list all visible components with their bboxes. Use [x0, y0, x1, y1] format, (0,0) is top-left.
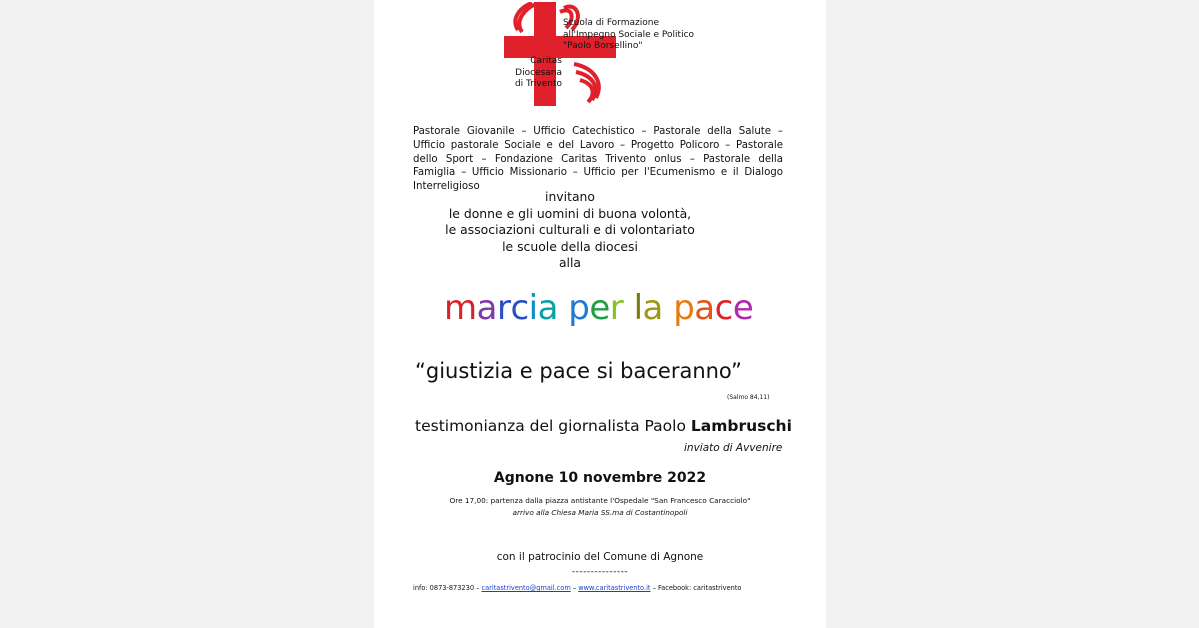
title-space [663, 286, 673, 330]
title-word [568, 286, 623, 330]
journalist-name: Lambruschi [690, 417, 792, 435]
title-letter: r [609, 288, 624, 328]
logo-caritas-text [498, 56, 562, 91]
title-letter: a [537, 288, 558, 328]
logo-caritas-line: Diocesana [515, 67, 562, 78]
title-letter: l [633, 288, 643, 328]
organizers-paragraph: Pastorale Giovanile – Ufficio Catechistico – Pastorale della Salute – Ufficio pastorale Sociale e del Lavoro – Progetto Policoro – Pastorale dello Sport – Fondazione Caritas Trivento onlus – Pastorale della Famiglia – Ufficio Missionario – Ufficio per l'Ecumenismo e il Dialogo Interreligioso [413, 126, 783, 193]
invite-block [440, 189, 700, 272]
event-quote: “giustizia e pace si baceranno” [415, 359, 742, 383]
title-letter: m [444, 288, 477, 328]
logo-caritas-line: Caritas [530, 56, 562, 66]
divider-dashes: --------------- [571, 567, 629, 577]
footer-sep: – [570, 584, 579, 592]
event-date: Agnone 10 novembre 2022 [493, 470, 707, 486]
footer-info [413, 584, 741, 592]
invite-line: le associazioni culturali e di volontariato [445, 222, 695, 237]
invite-line: invitano [545, 189, 595, 204]
email-link[interactable]: caritastrivento@gmail.com [481, 584, 571, 592]
title-letter: e [589, 288, 610, 328]
logo-school-line: "Paolo Borsellino" [563, 41, 643, 51]
footer-phone: info: 0873-873230 – [413, 584, 482, 592]
title-letter: c [714, 288, 733, 328]
logo-caritas-line: di Trivento [514, 79, 562, 89]
logo-school-text [563, 18, 694, 53]
title-letter: e [732, 288, 754, 328]
title-letter: a [642, 288, 663, 328]
title-word [634, 286, 663, 330]
patronage-text: con il patrocinio del Comune di Agnone [496, 551, 704, 563]
testimony-line [415, 415, 792, 437]
inviato-note: inviato di Avvenire [684, 442, 783, 454]
schedule-line: Ore 17,00: partenza dalla piazza antistante l'Ospedale "San Francesco Caracciolo" [449, 496, 751, 505]
testimony-prefix: testimonianza del giornalista Paolo [415, 417, 691, 435]
title-letter: c [510, 288, 529, 328]
title-letter: p [673, 288, 695, 328]
logo-school-line: all'Impegno Sociale e Politico [563, 29, 695, 40]
quote-source: (Salmo 84,11) [727, 394, 770, 401]
title-space [623, 286, 633, 330]
title-letter: p [568, 288, 590, 328]
footer-facebook: – Facebook: caritastrivento [650, 584, 742, 592]
website-link[interactable]: www.caritastrivento.it [578, 584, 651, 592]
title-word [673, 286, 753, 330]
title-letter: r [496, 288, 511, 328]
title-letter: a [476, 288, 497, 328]
logo-school-line: Scuola di Formazione [563, 18, 659, 28]
title-letter: i [528, 288, 538, 328]
invite-line: alla [558, 255, 582, 270]
title-word [444, 286, 558, 330]
event-title [444, 286, 764, 330]
schedule-line: arrivo alla Chiesa Maria SS.ma di Costantinopoli [512, 508, 688, 517]
title-space [558, 286, 568, 330]
title-letter: a [694, 288, 715, 328]
invite-line: le scuole della diocesi [502, 238, 638, 254]
invite-line: le donne e gli uomini di buona volontà, [448, 205, 692, 221]
schedule-block [420, 495, 780, 519]
